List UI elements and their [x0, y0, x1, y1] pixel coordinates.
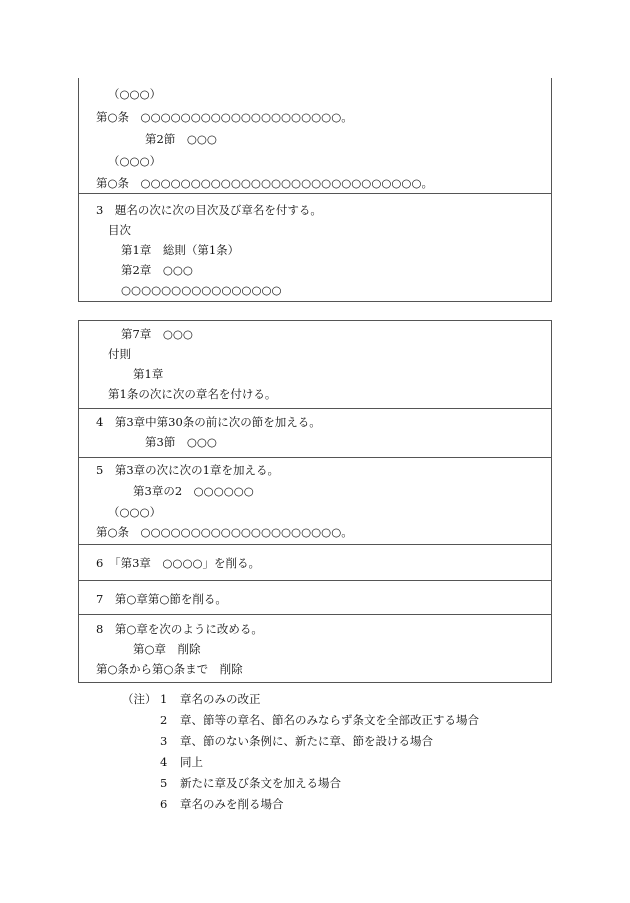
block-3-line-4: 第2章 ○○○ — [121, 263, 193, 277]
note-number: 2 — [160, 713, 168, 727]
block-4-line-1: 4 第3章中第30条の前に次の節を加える。 — [96, 415, 321, 429]
box2-top-border — [78, 320, 552, 321]
note-text: 章名のみを削る場合 — [180, 797, 284, 811]
block-3-line-5: ○○○○○○○○○○○○○○○○ — [121, 283, 282, 297]
note-text: 新たに章及び条文を加える場合 — [180, 776, 341, 790]
box1-divider — [78, 193, 551, 194]
block-b-line-3: 第1章 — [133, 367, 164, 381]
note-text: 章、節等の章名、節名のみならず条文を全部改正する場合 — [180, 713, 479, 727]
block-a-line-3: 第2節 ○○○ — [145, 132, 217, 146]
note-number: 1 — [160, 692, 168, 706]
box2-divider-4 — [78, 580, 551, 581]
block-b-line-4: 第1条の次に次の章名を付ける。 — [108, 387, 277, 401]
note-number: 6 — [160, 797, 168, 811]
note-text: 章、節のない条例に、新たに章、節を設ける場合 — [180, 734, 433, 748]
block-5-line-1: 5 第3章の次に次の1章を加える。 — [96, 463, 279, 477]
note-number: 5 — [160, 776, 168, 790]
block-8-line-2: 第○章 削除 — [133, 642, 201, 656]
block-a-line-1: （○○○） — [108, 87, 162, 101]
block-b-line-2: 付則 — [108, 347, 131, 361]
box2-divider-2 — [78, 457, 551, 458]
block-a-line-2: 第○条 ○○○○○○○○○○○○○○○○○○○○。 — [96, 110, 353, 124]
block-5-line-2: 第3章の2 ○○○○○○ — [133, 484, 254, 498]
box1-bottom-border — [78, 301, 552, 302]
box2-left-border — [78, 320, 79, 682]
notes-label: （注） — [122, 692, 157, 706]
block-3-line-2: 目次 — [108, 223, 131, 237]
box2-right-border — [551, 320, 552, 682]
box2-bottom-border — [78, 682, 552, 683]
note-number: 4 — [160, 755, 168, 769]
box2-divider-5 — [78, 614, 551, 615]
note-text: 章名のみの改正 — [180, 692, 261, 706]
note-text: 同上 — [180, 755, 203, 769]
block-6-line-1: 6 「第3章 ○○○○」を削る。 — [96, 556, 261, 570]
block-7-line-1: 7 第○章第○節を削る。 — [96, 592, 227, 606]
box1-right-border — [551, 78, 552, 301]
box1-left-border — [78, 78, 79, 301]
block-b-line-1: 第7章 ○○○ — [121, 327, 193, 341]
block-3-line-3: 第1章 総則（第1条） — [121, 243, 240, 257]
block-4-line-2: 第3節 ○○○ — [145, 435, 217, 449]
block-a-line-5: 第○条 ○○○○○○○○○○○○○○○○○○○○○○○○○○○○。 — [96, 176, 433, 190]
block-a-line-4: （○○○） — [108, 154, 162, 168]
block-8-line-1: 8 第○章を次のように改める。 — [96, 622, 263, 636]
block-8-line-3: 第○条から第○条まで 削除 — [96, 662, 243, 676]
block-3-line-1: 3 題名の次に次の目次及び章名を付する。 — [96, 203, 322, 217]
block-5-line-4: 第○条 ○○○○○○○○○○○○○○○○○○○○。 — [96, 525, 353, 539]
box2-divider-1 — [78, 408, 551, 409]
box2-divider-3 — [78, 544, 551, 545]
block-5-line-3: （○○○） — [108, 505, 162, 519]
note-number: 3 — [160, 734, 168, 748]
